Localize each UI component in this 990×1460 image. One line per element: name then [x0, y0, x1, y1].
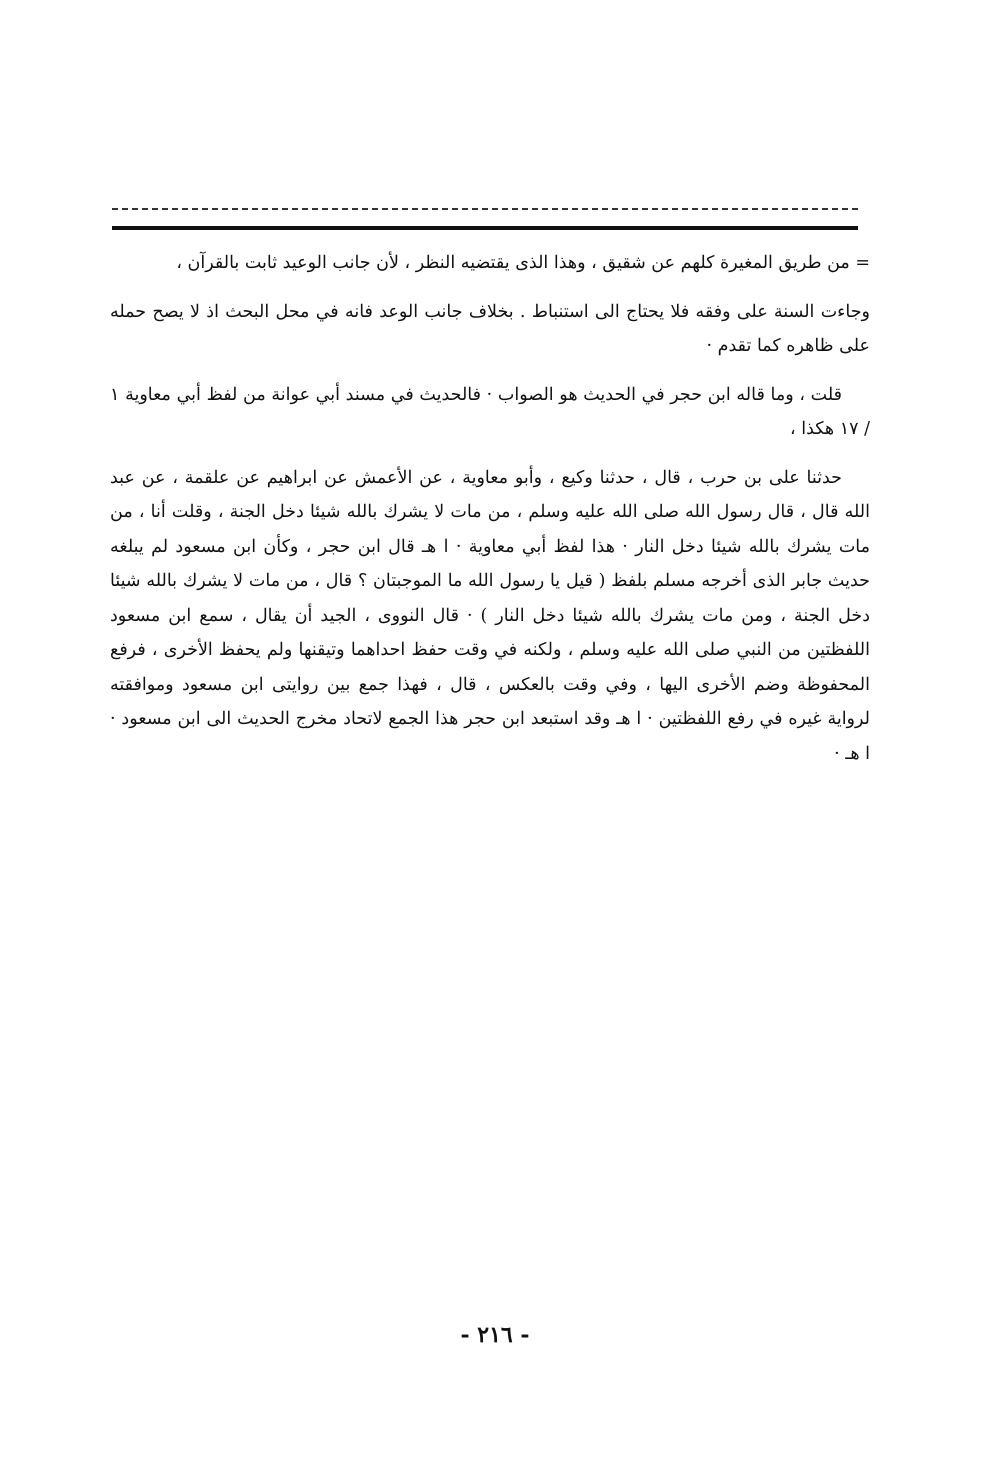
- footnote-paragraph: قلت ، وما قاله ابن حجر في الحديث هو الصواب · فالحديث في مسند أبي عوانة من لفظ أبي معاوية ١ / ١٧ هكذا ،: [110, 384, 870, 439]
- footnote-paragraph: وجاءت السنة على وفقه فلا يحتاج الى استنباط . بخلاف جانب الوعد فانه في محل البحث اذ لا يصح حمله على ظاهره كما تقدم ·: [110, 301, 870, 356]
- page-number: - ٢١٦ -: [460, 1322, 530, 1348]
- footnote-paragraph-continuation: = من طريق المغيرة كلهم عن شقيق ، وهذا الذى يقتضيه النظر ، لأن جانب الوعيد ثابت بالقرآن ،: [176, 253, 870, 273]
- footnote-separator-dashed: [112, 208, 858, 210]
- footnote-paragraph: حدثنا على بن حرب ، قال ، حدثنا وكيع ، وأبو معاوية ، عن الأعمش عن ابراهيم عن علقمة ، عن عبد الله قال ، قال رسول الله صلى الله عليه وسلم ، من مات لا يشرك بالله شيئا دخل الجنة ، وقلت أنا ، من مات يشرك بالله شيئا دخل النار · هذا لفظ أبي معاوية · ا هـ قال ابن حجر ، وكأن ابن مسعود لم يبلغه حديث جابر الذى أخرجه مسلم بلفظ ( قيل يا رسول الله ما الموجبتان ؟ قال ، من مات لا يشرك بالله شيئا دخل الجنة ، ومن مات يشرك بالله شيئا دخل النار ) · قال النووى ، الجيد أن يقال ، سمع ابن مسعود اللفظتين من النبي صلى الله عليه وسلم ، ولكنه في وقت حفظ احداهما وتيقنها ولم يحفظ الأخرى ، فرفع المحفوظة وضم الأخرى اليها ، وفي وقت بالعكس ، قال ، فهذا جمع بين روايتى ابن مسعود وموافقته لرواية غيره في رفع اللفظتين · ا هـ وقد استبعد ابن حجر هذا الجمع لاتحاد مخرج الحديث الى ابن مسعود · ا هـ ·: [110, 467, 870, 764]
- footnote-block: [110, 246, 870, 785]
- footnote-separator-solid: [112, 226, 858, 230]
